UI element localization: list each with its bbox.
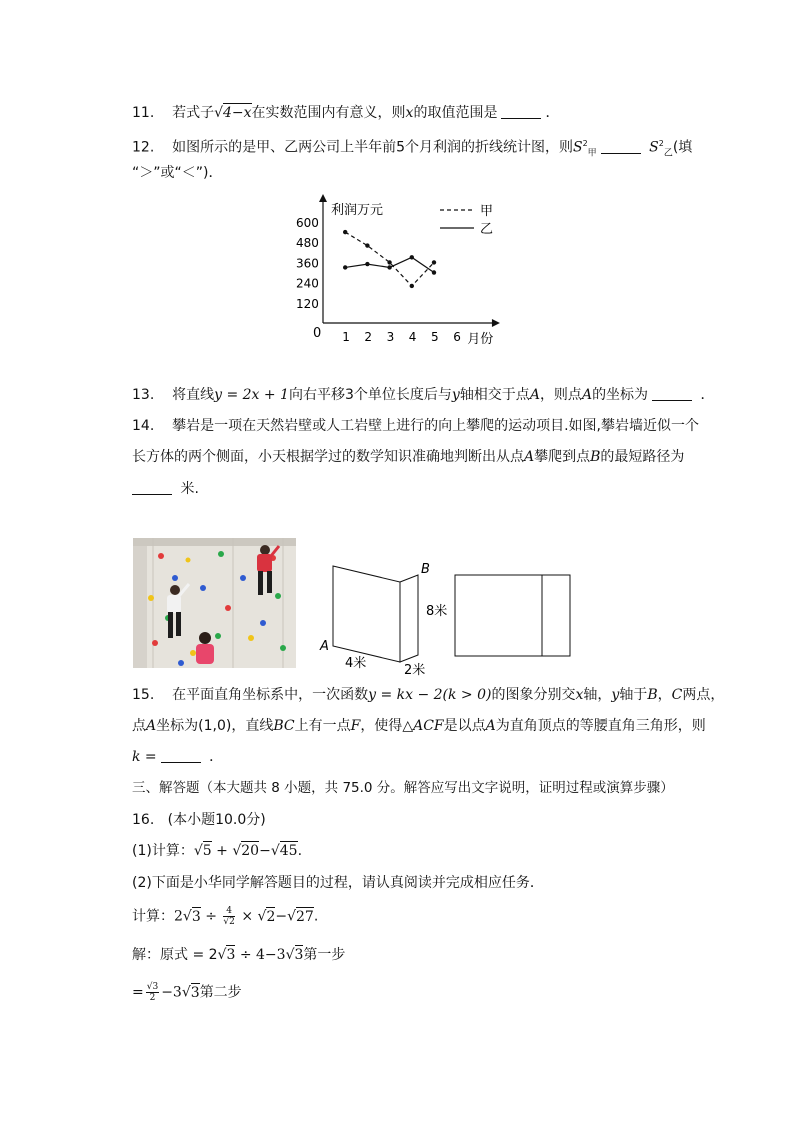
question-text: ，则点 [539,387,582,403]
question-text: 如图所示的是甲、乙两公司上半年前5个月利润的折线统计图，则 [172,139,573,156]
step-label: 第二步 [199,984,242,1001]
legend-label: 乙 [480,222,494,237]
data-point [432,260,436,264]
q16-solution-step1: 解：原式 = 2√3 ÷ 4−3√3第一步 [132,947,346,963]
radicand: 3 [294,947,304,963]
y-tick-label: 240 [296,276,319,291]
data-point [410,284,414,288]
question-text: 轴， [583,687,612,703]
data-point [410,255,414,259]
question-text: 攀爬到点 [534,449,591,465]
question-14 [132,416,699,436]
variable: x [405,105,414,121]
question-header: (本小题10.0分) [167,812,266,828]
line-label: BC [273,718,295,734]
climbing-wall-photo [133,538,296,668]
radicand: 3 [191,908,201,925]
coefficient: 2 [174,908,183,925]
series-line-2 [345,257,434,272]
question-text: 轴于 [619,687,648,703]
y-tick-label: 360 [296,256,319,271]
x-tick-label: 5 [431,330,439,344]
q16-solution-step2: = $\frac{√3}{2}$ −3√3第二步 [132,982,242,1003]
point-label: A [581,387,593,403]
expression: ÷ 4−3 [235,947,286,963]
radicand: 4−x [223,105,252,121]
operator: ÷ [200,908,222,925]
question-number: 11. [132,105,155,121]
point-label: B [590,449,601,465]
radicand: 27 [296,908,314,925]
y-axis-label: 利润万元 [331,203,384,218]
question-number: 15. [132,687,155,703]
answer-blank [601,139,641,154]
question-text: 若式子 [172,105,215,121]
superscript: 2 [582,139,588,148]
variance-symbol: S [649,139,659,156]
question-text: 为直角顶点的等腰直角三角形，则 [495,718,706,734]
radicand: 3 [190,984,200,1001]
point-label: A [146,718,157,734]
q16-calc: 计算：2√3 ÷ $\frac{4}{√2}$ × √2−√27. [132,906,319,927]
x-axis-arrow [492,319,500,327]
x-tick-label: 3 [386,330,395,344]
question-text: 坐标为(1,0)，直线 [156,718,274,734]
question-16 [132,810,266,830]
solution-label: 解：原式 = 2 [132,947,218,963]
denominator: √2 [223,917,235,927]
punctuation: ． [545,105,560,121]
unfolded-net [455,575,570,656]
denominator: 2 [149,993,156,1003]
question-number: 14. [132,418,155,434]
operator: − [259,843,271,859]
equation: k = [132,749,157,765]
question-number: 12. [132,139,155,156]
dimension-4m: 4米 [345,656,367,671]
y-tick-label: 480 [296,236,319,251]
punctuation: ， [657,687,672,703]
punctuation: . [313,908,319,925]
question-text: 是以点 [443,718,486,734]
series-line-1 [345,232,434,286]
answer-blank [652,386,692,401]
answer-blank [161,748,201,763]
point-label: B [647,687,658,703]
point-label: A [529,387,540,403]
question-text: 轴相交于点 [459,387,530,403]
unit-text: 米. [180,481,199,497]
x-tick-label: 4 [408,330,417,344]
section-title: 三、解答题（本大题共 8 小题，共 75.0 分。解答应写出文字说明，证明过程或演算步骤） [132,780,674,796]
point-label: F [350,718,361,734]
question-text: 攀岩是一项在天然岩壁或人工岩壁上进行的向上攀爬的运动项目.如图,攀岩墙近似一个 [172,418,699,434]
radicand: 45 [279,843,298,859]
operator: − [275,908,288,925]
legend-label: 甲 [480,204,494,219]
question-14-line3 [132,479,199,499]
operator: = [132,984,144,1001]
question-text: 点 [132,718,146,734]
fraction [146,982,159,1003]
radicand: 5 [202,843,212,859]
radicand: 3 [226,947,236,963]
question-15-line3 [132,747,223,767]
data-point [343,265,347,269]
question-text: 在实数范围内有意义，则 [251,105,406,121]
question-12 [132,134,692,163]
wall-face-large [333,566,400,662]
question-11: 11. 若式子√4−x在实数范围内有意义，则x的取值范围是 ． [132,105,560,121]
point-b-label: B [421,562,430,577]
question-13 [132,385,715,405]
radicand: 20 [241,843,260,859]
question-text: (填 [672,139,693,156]
radicand: 2 [266,908,276,925]
question-text: 两点， [682,687,725,703]
superscript: 2 [658,139,664,148]
data-point [432,270,436,274]
question-text: (2)下面是小华同学解答题目的过程，请认真阅读并完成相应任务． [132,875,544,891]
question-15 [132,685,724,705]
question-number: 13. [132,387,155,403]
punctuation: . [297,843,303,859]
q16-part2 [132,873,544,893]
punctuation: ． [209,749,224,765]
part-label: (1)计算： [132,843,194,859]
variable: y [451,387,460,403]
point-label: C [671,687,683,703]
fraction [223,906,234,927]
y-tick-label: 120 [296,296,319,311]
x-tick-label: 2 [364,330,373,344]
variable: y [611,687,620,703]
question-text: 长方体的两个侧面，小天根据学过的数学知识准确地判断出从点 [132,449,524,465]
dimension-2m: 2米 [404,663,426,678]
origin-label: 0 [313,326,322,341]
subscript: 甲 [587,148,597,159]
dimension-8m: 8米 [426,604,448,619]
variable: x [575,687,584,703]
question-14-line2 [132,447,684,467]
point-a-label: A [320,639,329,654]
question-text: 的坐标为 [592,387,649,403]
question-text: ，使得 [360,718,403,734]
triangle-label: △ACF [402,718,444,734]
x-tick-label: 6 [453,330,461,344]
data-point [343,230,347,234]
question-number: 16. [132,812,155,828]
data-point [387,260,391,264]
wall-face-small [400,575,418,662]
data-point [365,243,369,247]
question-15-line2 [132,716,706,736]
question-text: “＞”或“＜”)． [132,165,223,181]
subscript: 乙 [663,148,673,159]
calc-label: 计算： [132,908,174,925]
point-label: A [524,449,535,465]
numerator: √3 [146,982,159,992]
variance-symbol: S [572,139,583,156]
x-tick-label: 1 [342,330,350,344]
step-label: 第一步 [303,947,346,963]
question-text: 的最短路径为 [600,449,685,465]
operator: + [211,843,233,859]
question-12-line2 [132,163,222,183]
y-tick-label: 600 [296,216,319,231]
equation: y = kx − 2(k > 0) [368,687,492,703]
numerator: 4 [223,906,234,917]
answer-blank [132,480,172,495]
question-text: 的图象分别交 [491,687,576,703]
operator: × [236,908,258,925]
punctuation: ． [700,387,715,403]
question-text: 上有一点 [294,718,351,734]
expression: −3 [161,984,182,1001]
y-axis-arrow [319,194,327,202]
equation: y = 2x + 1 [214,387,289,403]
question-text: 在平面直角坐标系中，一次函数 [172,687,369,703]
data-point [387,265,391,269]
section-3-header [132,778,674,798]
question-text: 的取值范围是 [413,105,498,121]
question-text: 向右平移3个单位长度后与 [288,387,452,403]
answer-blank [501,104,541,119]
point-label: A [485,718,496,734]
q16-part1: (1)计算：√5 + √20−√45. [132,843,303,859]
question-text: 将直线 [172,387,215,403]
data-point [365,262,369,266]
x-axis-label: 月份 [467,332,494,347]
